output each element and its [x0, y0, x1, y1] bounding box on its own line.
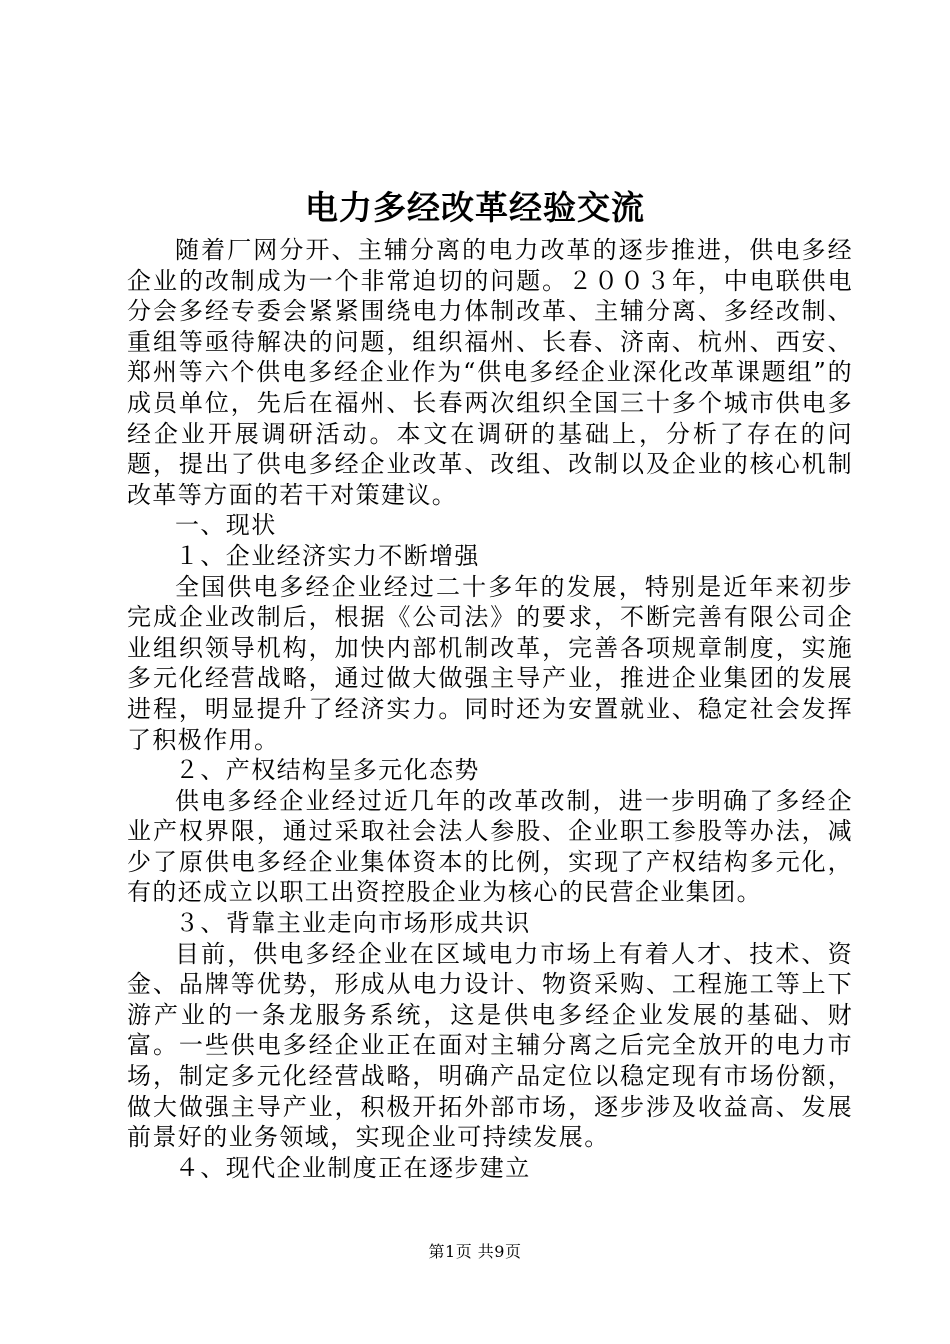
- paragraph-1: 全国供电多经企业经过二十多年的发展，特别是近年来初步完成企业改制后，根据《公司法》的要求，不断完善有限公司企业组织领导机构，加快内部机制改革，完善各项规章制度，实施多元化经营战略，通过做大做强主导产业，推进企业集团的发展进程，明显提升了经济实力。同时还为安置就业、稳定社会发挥了积极作用。: [127, 572, 853, 754]
- document-body: [127, 235, 853, 1183]
- subheading-4: ４、现代企业制度正在逐步建立: [175, 1153, 531, 1182]
- document-title: 电力多经改革经验交流: [305, 188, 645, 227]
- subheading-2: ２、产权结构呈多元化态势: [175, 756, 480, 785]
- paragraph-3: 目前，供电多经企业在区域电力市场上有着人才、技术、资金、品牌等优势，形成从电力设计、物资采购、工程施工等上下游产业的一条龙服务系统，这是供电多经企业发展的基础、财富。一些供电多经企业正在面对主辅分离之后完全放开的电力市场，制定多元化经营战略，明确产品定位以稳定现有市场份额，做大做强主导产业，积极开拓外部市场，逐步涉及收益高、发展前景好的业务领域，实现企业可持续发展。: [127, 939, 853, 1152]
- intro-paragraph: 随着厂网分开、主辅分离的电力改革的逐步推进，供电多经企业的改制成为一个非常迫切的问题。２００３年，中电联供电分会多经专委会紧紧围绕电力体制改革、主辅分离、多经改制、重组等亟待解决的问题，组织福州、长春、济南、杭州、西安、郑州等六个供电多经企业作为“供电多经企业深化改革课题组”的成员单位，先后在福州、长春两次组织全国三十多个城市供电多经企业开展调研活动。本文在调研的基础上，分析了存在的问题，提出了供电多经企业改革、改组、改制以及企业的核心机制改革等方面的若干对策建议。: [127, 236, 853, 509]
- subheading-3: ３、背靠主业走向市场形成共识: [175, 909, 531, 938]
- paragraph-2: 供电多经企业经过近几年的改革改制，进一步明确了多经企业产权界限，通过采取社会法人参股、企业职工参股等办法，减少了原供电多经企业集体资本的比例，实现了产权结构多元化，有的还成立以职工出资控股企业为核心的民营企业集团。: [127, 786, 853, 907]
- section-heading-status: 一、现状: [175, 511, 277, 540]
- page-footer: 第1页 共9页: [428, 1242, 522, 1261]
- subheading-1: １、企业经济实力不断增强: [175, 541, 480, 570]
